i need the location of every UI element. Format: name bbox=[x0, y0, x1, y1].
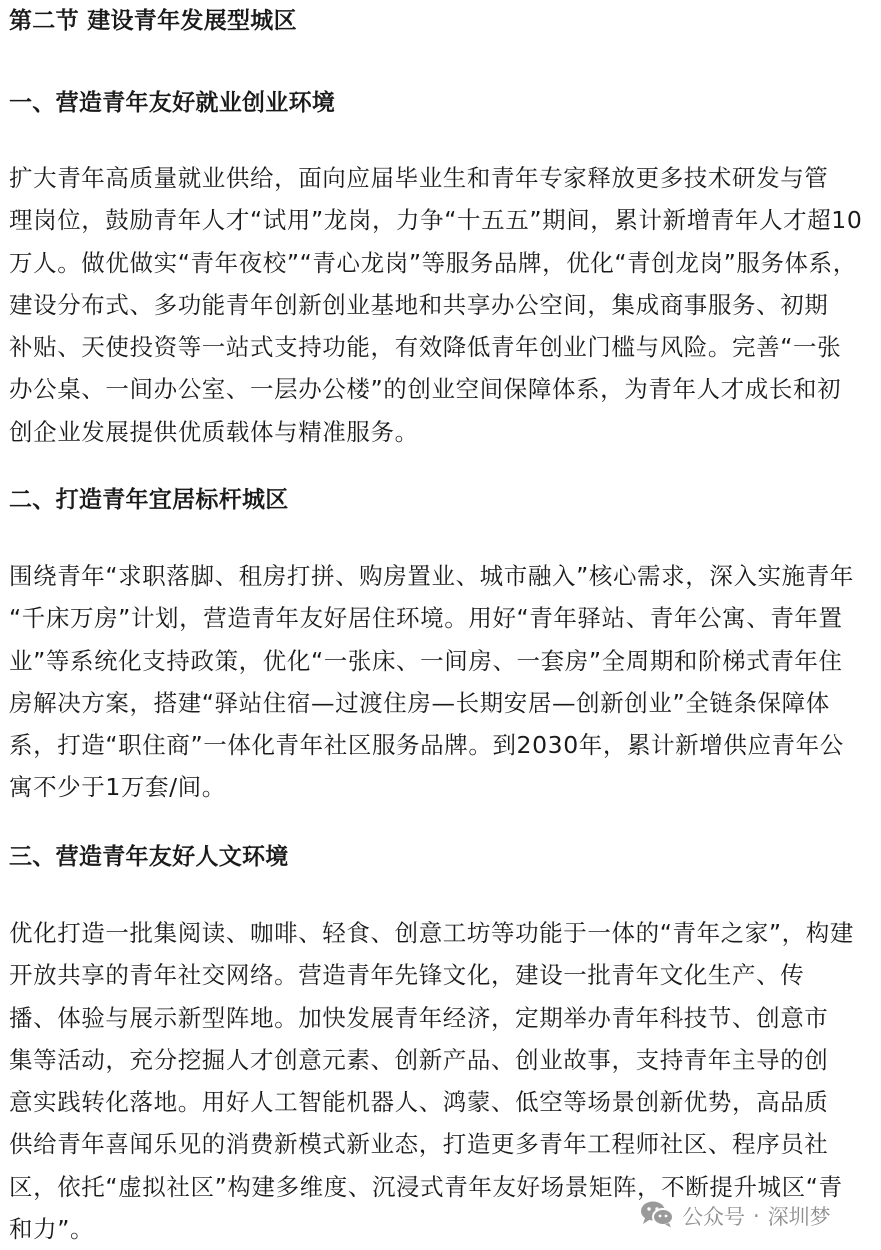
paragraph-line: 理岗位，鼓励青年人才“试用”龙岗，力争“十五五”期间，累计新增青年人才超10 bbox=[9, 206, 863, 235]
heading-employment: 一、营造青年友好就业创业环境 bbox=[9, 90, 336, 116]
section-title: 第二节 建设青年发展型城区 bbox=[9, 8, 297, 34]
paragraph-line: 意实践转化落地。用好人工智能机器人、鸿蒙、低空等场景创新优势，高品质 bbox=[9, 1088, 829, 1117]
paragraph-line: 播、体验与展示新型阵地。加快发展青年经济，定期举办青年科技节、创意市 bbox=[9, 1003, 829, 1032]
paragraph-line: 万人。做优做实“青年夜校”“青心龙岗”等服务品牌，优化“青创龙岗”服务体系， bbox=[9, 248, 857, 277]
paragraph-line: 供给青年喜闻乐见的消费新模式新业态，打造更多青年工程师社区、程序员社 bbox=[9, 1130, 829, 1159]
paragraph-line: 建设分布式、多功能青年创新创业基地和共享办公空间，集成商事服务、初期 bbox=[9, 290, 829, 319]
paragraph-line: 开放共享的青年社交网络。营造青年先锋文化，建设一批青年文化生产、传 bbox=[9, 961, 805, 990]
paragraph-line: 围绕青年“求职落脚、租房打拼、购房置业、城市融入”核心需求，深入实施青年 bbox=[9, 562, 854, 590]
heading-culture: 三、营造青年友好人文环境 bbox=[9, 844, 289, 870]
paragraph-employment bbox=[9, 157, 881, 453]
paragraph-line: 补贴、天使投资等一站式支持功能，有效降低青年创业门槛与风险。完善“一张 bbox=[9, 333, 842, 362]
heading-housing: 二、打造青年宜居标杆城区 bbox=[9, 487, 289, 513]
paragraph-line: 房解决方案，搭建“驿站住宿—过渡住房—长期安居—创新创业”全链条保障体 bbox=[9, 688, 830, 717]
wechat-icon bbox=[640, 1200, 682, 1233]
watermark-source: 公众号 bbox=[682, 1205, 745, 1229]
paragraph-line: 系，打造“职住商”一体化青年社区服务品牌。到2030年，累计新增供应青年公 bbox=[9, 731, 844, 760]
paragraph-line: 创企业发展提供优质载体与精准服务。 bbox=[9, 417, 419, 446]
watermark-separator: · bbox=[753, 1204, 760, 1228]
watermark-account: 深圳梦 bbox=[767, 1205, 831, 1229]
paragraph-line: 优化打造一批集阅读、咖啡、轻食、创意工坊等功能于一体的“青年之家”，构建 bbox=[9, 919, 854, 947]
paragraph-line: “千床万房”计划，营造青年友好居住环境。用好“青年驿站、青年公寓、青年置 bbox=[9, 604, 843, 633]
paragraph-line: 和力”。 bbox=[9, 1215, 95, 1244]
paragraph-line: 业”等系统化支持政策，优化“一张床、一间房、一套房”全周期和阶梯式青年住 bbox=[9, 646, 843, 675]
paragraph-line: 集等活动，充分挖掘人才创意元素、创新产品、创业故事，支持青年主导的创 bbox=[9, 1045, 829, 1074]
paragraph-housing bbox=[9, 555, 881, 809]
paragraph-line: 扩大青年高质量就业供给，面向应届毕业生和青年专家释放更多技术研发与管 bbox=[9, 164, 829, 192]
paragraph-line: 寓不少于1万套/间。 bbox=[9, 773, 226, 802]
paragraph-line: 区，依托“虚拟社区”构建多维度、沉浸式青年友好场景矩阵，不断提升城区“青 bbox=[9, 1172, 843, 1201]
paragraph-line: 办公桌、一间办公室、一层办公楼”的创业空间保障体系，为青年人才成长和初 bbox=[9, 375, 842, 404]
wechat-watermark bbox=[640, 1198, 831, 1234]
